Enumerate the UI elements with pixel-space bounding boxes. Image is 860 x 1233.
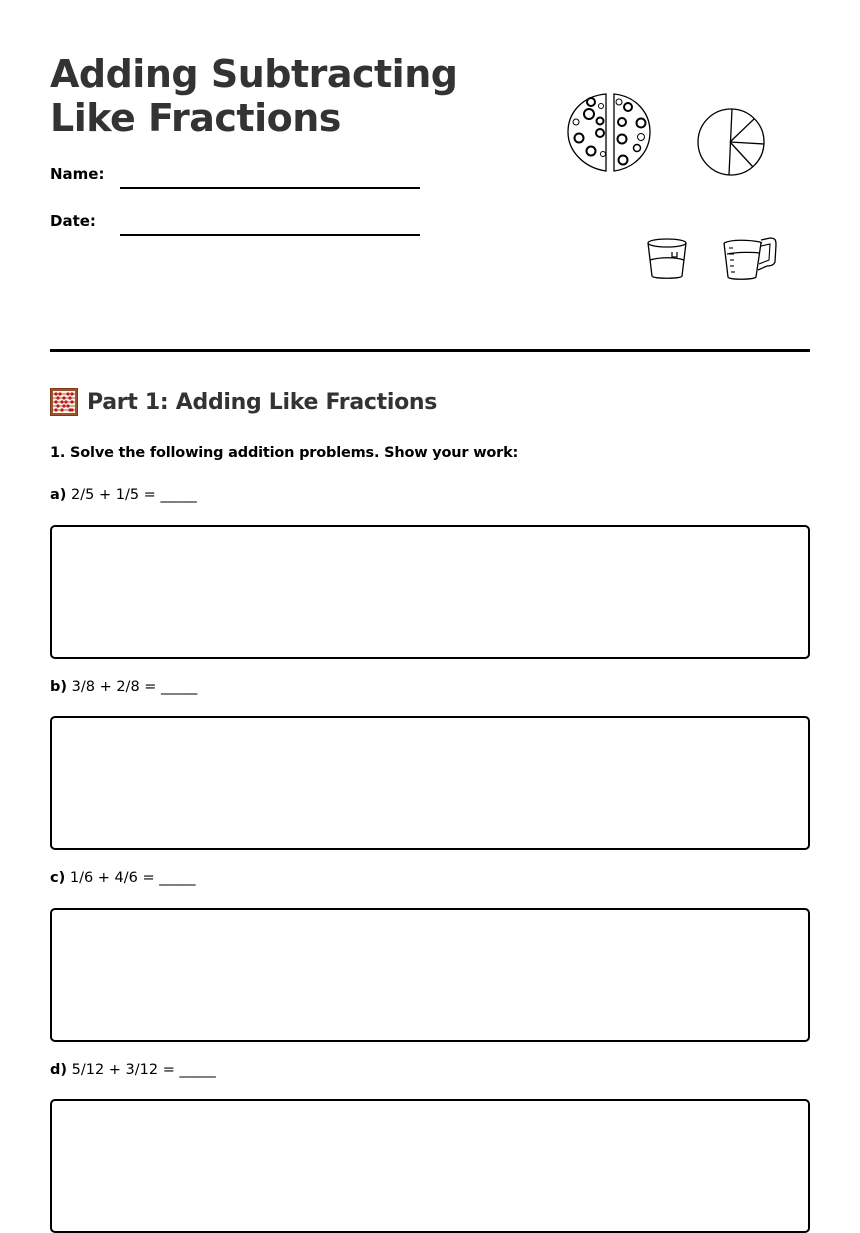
abacus-icon bbox=[50, 388, 78, 416]
problem-label: b) bbox=[50, 679, 68, 695]
problem-expression: 3/8 + 2/8 = _____ bbox=[71, 679, 198, 695]
worksheet-title: Adding Subtracting Like Fractions bbox=[50, 52, 458, 140]
date-line[interactable] bbox=[120, 234, 420, 236]
date-label: Date: bbox=[50, 212, 96, 230]
work-box-b[interactable] bbox=[50, 716, 810, 850]
pizza-halves-icon bbox=[565, 90, 655, 175]
measuring-jug-icon bbox=[720, 233, 780, 283]
part1-heading: Part 1: Adding Like Fractions bbox=[87, 389, 438, 415]
problem-b bbox=[50, 679, 197, 695]
problem-d bbox=[50, 1062, 216, 1078]
problem-a bbox=[50, 487, 197, 503]
part1-header bbox=[50, 388, 437, 416]
instruction-text: 1. Solve the following addition problems. Show your work: bbox=[50, 445, 519, 461]
pie-chart-icon bbox=[695, 105, 767, 179]
name-label: Name: bbox=[50, 165, 105, 183]
problem-expression: 2/5 + 1/5 = _____ bbox=[71, 487, 197, 503]
measuring-cup-icon bbox=[645, 236, 691, 282]
work-box-a[interactable] bbox=[50, 525, 810, 659]
problem-expression: 1/6 + 4/6 = _____ bbox=[69, 870, 196, 886]
problem-c bbox=[50, 870, 196, 886]
problem-label: c) bbox=[50, 870, 66, 886]
work-box-c[interactable] bbox=[50, 908, 810, 1042]
problem-label: a) bbox=[50, 487, 67, 503]
work-box-d[interactable] bbox=[50, 1099, 810, 1233]
problem-expression: 5/12 + 3/12 = _____ bbox=[71, 1062, 216, 1078]
section-divider bbox=[50, 349, 810, 352]
name-line[interactable] bbox=[120, 187, 420, 189]
problem-label: d) bbox=[50, 1062, 68, 1078]
